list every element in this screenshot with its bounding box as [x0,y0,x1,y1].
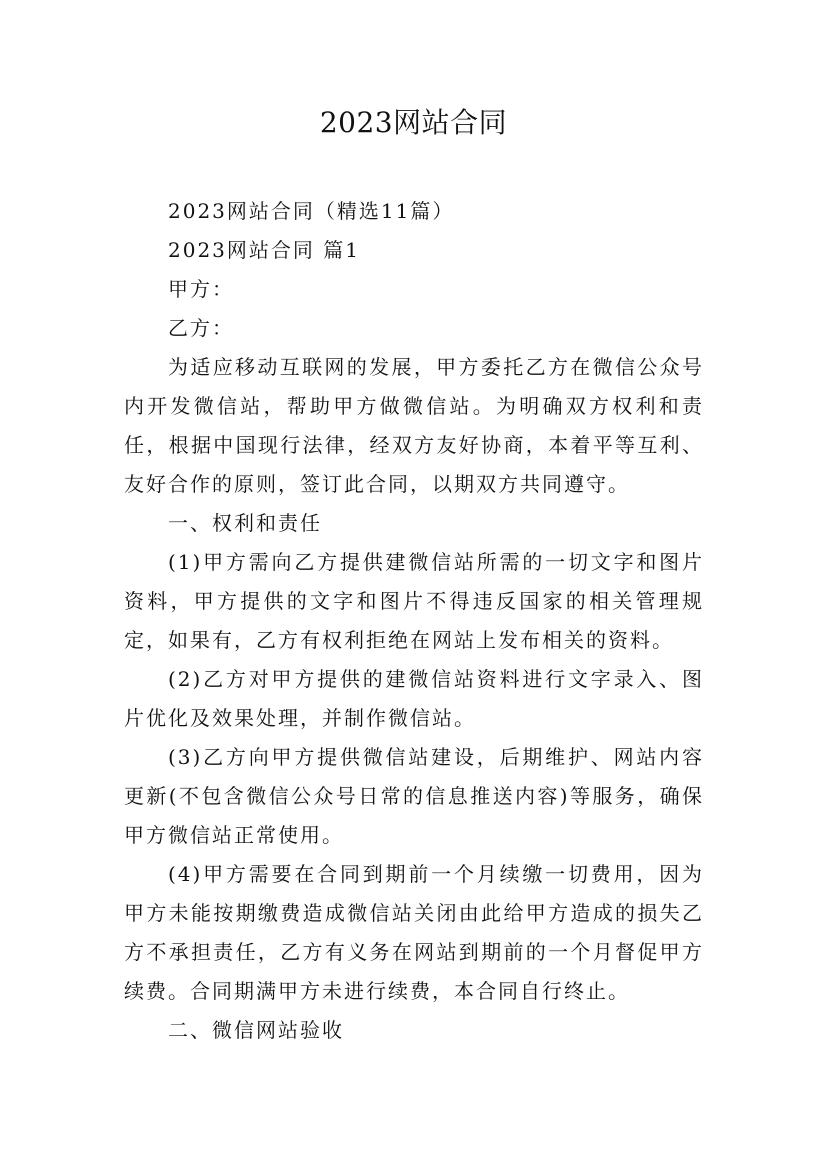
paragraph-clause-1: (1)甲方需向乙方提供建微信站所需的一切文字和图片资料，甲方提供的文字和图片不得违反国家的相关管理规定，如果有，乙方有权利拒绝在网站上发布相关的资料。 [124,550,704,652]
paragraph-subtitle: 2023网站合同（精选11篇） [168,199,455,223]
paragraph-clause-2: (2)乙方对甲方提供的建微信站资料进行文字录入、图片优化及效果处理，并制作微信站。 [124,667,704,730]
paragraph-party-b: 乙方： [168,316,234,340]
paragraph-party-a: 甲方： [168,277,234,301]
paragraph-section-heading: 2023网站合同 篇1 [168,238,360,262]
document-body [124,192,704,1050]
paragraph-heading-acceptance: 二、微信网站验收 [168,1018,344,1042]
paragraph-clause-3: (3)乙方向甲方提供微信站建设，后期维护、网站内容更新(不包含微信公众号日常的信息推送内容)等服务，确保甲方微信站正常使用。 [124,745,704,847]
document-title: 2023网站合同 [319,106,508,139]
paragraph-preamble: 为适应移动互联网的发展，甲方委托乙方在微信公众号内开发微信站，帮助甲方做微信站。为明确双方权利和责任，根据中国现行法律，经双方友好协商，本着平等互利、友好合作的原则，签订此合同，以期双方共同遵守。 [124,355,704,496]
paragraph-heading-rights: 一、权利和责任 [168,511,322,535]
paragraph-clause-4: (4)甲方需要在合同到期前一个月续缴一切费用，因为甲方未能按期缴费造成微信站关闭由此给甲方造成的损失乙方不承担责任，乙方有义务在网站到期前的一个月督促甲方续费。合同期满甲方未进行续费，本合同自行终止。 [124,862,704,1003]
